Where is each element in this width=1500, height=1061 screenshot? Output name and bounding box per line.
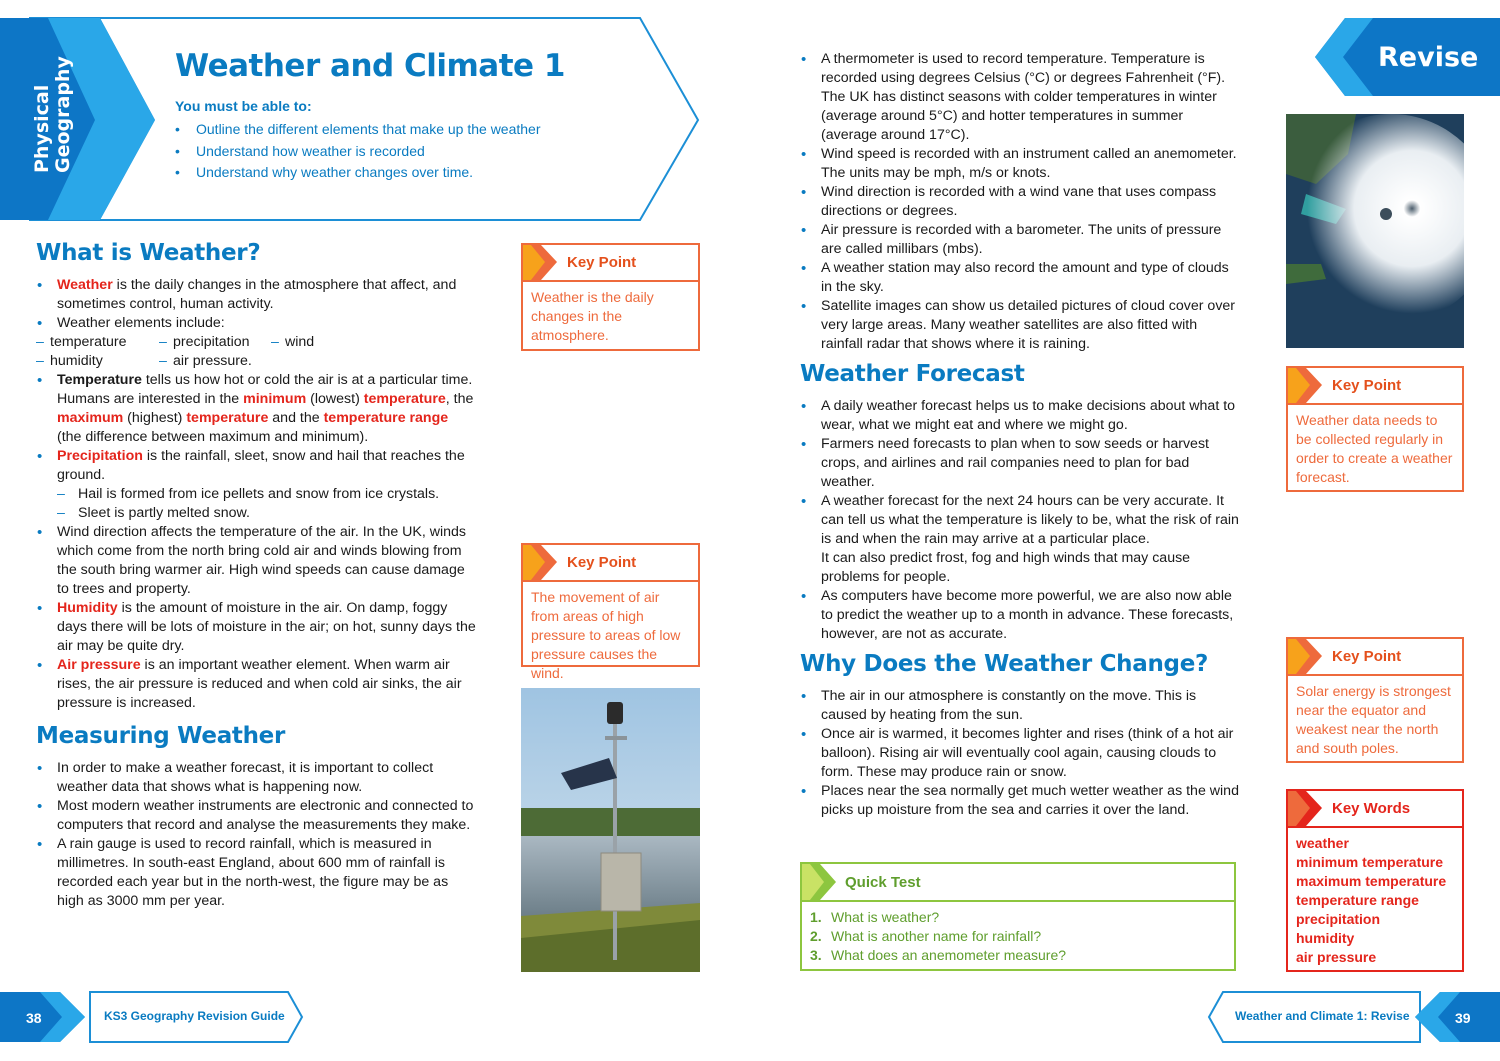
- quick-test-item: 2. What is another name for rainfall?: [810, 928, 1042, 944]
- list-item: • A weather station may also record the amount and type of clouds in the sky.: [800, 259, 1240, 297]
- list-item: • Temperature tells us how hot or cold the air is at a particular time. Humans are interested in the minimum (lowest) temperature, the maximum (highest) temperature and the temperature range (the difference between maximum and minimum).: [36, 371, 476, 447]
- page-number-right: 39: [1455, 1010, 1471, 1026]
- side-tab-line1: Physical: [31, 84, 53, 173]
- list-item: • A rain gauge is used to record rainfall, which is measured in millimetres. In south-east England, about 600 mm of rainfall is recorded each year but in the north-west, the figure may be as high as 3000 mm per year.: [36, 835, 476, 911]
- key-point-icon: [523, 545, 559, 580]
- list-item: • Wind direction is recorded with a wind vane that uses compass directions or degrees.: [800, 183, 1240, 221]
- weather-forecast-heading: Weather Forecast: [800, 361, 1025, 387]
- key-point-text: The movement of air from areas of high pressure to areas of low pressure causes the wind.: [531, 589, 681, 681]
- weather-change-list: [800, 687, 1240, 820]
- key-point-icon: [1288, 368, 1324, 403]
- key-word: minimum temperature: [1296, 854, 1444, 870]
- key-point-icon: [523, 245, 559, 280]
- key-word: precipitation: [1296, 911, 1381, 927]
- footer-chapter-title: Weather and Climate 1: Revise: [1235, 1009, 1410, 1023]
- hurricane-satellite-image: [1286, 114, 1464, 348]
- list-item: • Precipitation is the rainfall, sleet, snow and hail that reaches the ground. – Hail is formed from ice pellets and snow from ice crystals. – Sleet is partly melted snow.: [36, 447, 476, 523]
- key-point-text: Weather is the daily changes in the atmosphere.: [531, 289, 654, 343]
- key-words-list: [1288, 828, 1462, 973]
- list-item: • Most modern weather instruments are electronic and connected to computers that record and analyse the measurements they make.: [36, 797, 476, 835]
- list-item: • Wind speed is recorded with an instrument called an anemometer. The units may be mph, m/s or knots.: [800, 145, 1240, 183]
- key-words-box: [1286, 789, 1464, 972]
- header-banner: [0, 0, 720, 225]
- measuring-weather-list: [36, 759, 476, 911]
- list-item: • Humidity is the amount of moisture in the air. On damp, foggy days there will be lots of moisture in the air; on hot, sunny days the air may be quite dry.: [36, 599, 476, 656]
- key-point-icon: [1288, 639, 1324, 674]
- list-item: • A thermometer is used to record temperature. Temperature is recorded using degrees Celsius (°C) or degrees Fahrenheit (°F). The UK has distinct seasons with colder temperatures in winter (average around 5°C) and hotter temperatures in summer (average around 17°C).: [800, 50, 1240, 145]
- list-item: • Wind direction affects the temperature of the air. In the UK, winds which come from the north bring cold air and winds blowing from the south bring warmer air. High wind speeds can cause damage to trees and property.: [36, 523, 476, 599]
- list-item: • Satellite images can show us detailed pictures of cloud cover over very large areas. Many weather satellites are also fitted with rainfall radar that shows where it is raining.: [800, 297, 1240, 354]
- key-word: weather: [1296, 835, 1349, 851]
- weather-change-heading: Why Does the Weather Change?: [800, 651, 1209, 677]
- side-tab-line2: Geography: [52, 56, 74, 173]
- key-point-title: Key Point: [567, 254, 637, 271]
- list-item: • Weather elements include: – temperature – precipitation – wind – humidity – air pressure.: [36, 314, 476, 371]
- list-item: • Farmers need forecasts to plan when to sow seeds or harvest crops, and airlines and rail companies need to plan for bad weather.: [800, 435, 1240, 492]
- quick-test-box: [800, 862, 1236, 971]
- what-is-weather-heading: What is Weather?: [36, 240, 261, 266]
- objective-item: Understand how weather is recorded: [196, 142, 425, 159]
- key-word: temperature range: [1296, 892, 1419, 908]
- quick-test-icon: [802, 864, 838, 900]
- weather-station-photo: [521, 688, 700, 972]
- instruments-list: [800, 50, 1240, 354]
- list-item: • Places near the sea normally get much wetter weather as the wind picks up moisture from the sea and carries it over the land.: [800, 782, 1240, 820]
- list-item: • A weather forecast for the next 24 hours can be very accurate. It can tell us what the temperature is likely to be, what the risk of rain is and when the rain may arrive at a particular place. It can also predict frost, fog and high winds that may cause problems for people.: [800, 492, 1240, 587]
- measuring-weather-heading: Measuring Weather: [36, 723, 286, 749]
- what-is-weather-list: [36, 276, 476, 713]
- objectives-list: • Outline the different elements that make up the weather • Understand how weather is recorded • Understand why weather changes over time.: [175, 121, 541, 180]
- quick-test-item: 1. What is weather?: [810, 909, 940, 925]
- objectives-label: You must be able to:: [175, 98, 312, 114]
- list-item: • As computers have become more powerful, we are also now able to predict the weather up to a month in advance. These forecasts, however, are not as accurate.: [800, 587, 1240, 644]
- key-point-text: Weather data needs to be collected regularly in order to create a weather forecast.: [1296, 412, 1453, 485]
- key-point-title: Key Point: [1332, 377, 1402, 394]
- key-point-box: [1286, 366, 1464, 492]
- weather-forecast-list: [800, 397, 1240, 644]
- key-word: air pressure: [1296, 949, 1377, 965]
- objective-item: Outline the different elements that make up the weather: [196, 121, 541, 137]
- list-item: • Weather is the daily changes in the atmosphere that affect, and sometimes control, human activity.: [36, 276, 476, 314]
- key-word: humidity: [1296, 930, 1355, 946]
- revise-tab-label: Revise: [1378, 42, 1479, 73]
- key-words-icon: [1288, 791, 1324, 826]
- list-item: • Air pressure is recorded with a barometer. The units of pressure are called millibars (mbs).: [800, 221, 1240, 259]
- key-words-title: Key Words: [1332, 800, 1411, 817]
- page-title: Weather and Climate 1: [175, 48, 565, 84]
- objective-item: Understand why weather changes over time.: [196, 164, 474, 180]
- list-item: • Once air is warmed, it becomes lighter and rises (think of a hot air balloon). Rising air will eventually cool again, causing clouds to form. These may produce rain or snow.: [800, 725, 1240, 782]
- key-point-title: Key Point: [1332, 648, 1402, 665]
- key-point-box: [521, 243, 700, 351]
- footer-book-title: KS3 Geography Revision Guide: [104, 1009, 285, 1023]
- list-item: • The air in our atmosphere is constantly on the move. This is caused by heating from the sun.: [800, 687, 1240, 725]
- list-item: • In order to make a weather forecast, it is important to collect weather data that shows what is happening now.: [36, 759, 476, 797]
- list-item: • A daily weather forecast helps us to make decisions about what to wear, what we might eat and where we might go.: [800, 397, 1240, 435]
- page-number-left: 38: [26, 1010, 42, 1026]
- quick-test-title: Quick Test: [845, 874, 921, 891]
- key-point-text: Solar energy is strongest near the equator and weakest near the north and south poles.: [1296, 683, 1451, 756]
- key-point-title: Key Point: [567, 554, 637, 571]
- key-word: maximum temperature: [1296, 873, 1447, 889]
- list-item: • Air pressure is an important weather element. When warm air rises, the air pressure is reduced and when cold air sinks, the air pressure is increased.: [36, 656, 476, 713]
- key-point-box: [1286, 637, 1464, 763]
- section-side-tab: [30, 55, 80, 175]
- key-point-box: [521, 543, 700, 681]
- quick-test-item: 3. What does an anemometer measure?: [810, 947, 1067, 963]
